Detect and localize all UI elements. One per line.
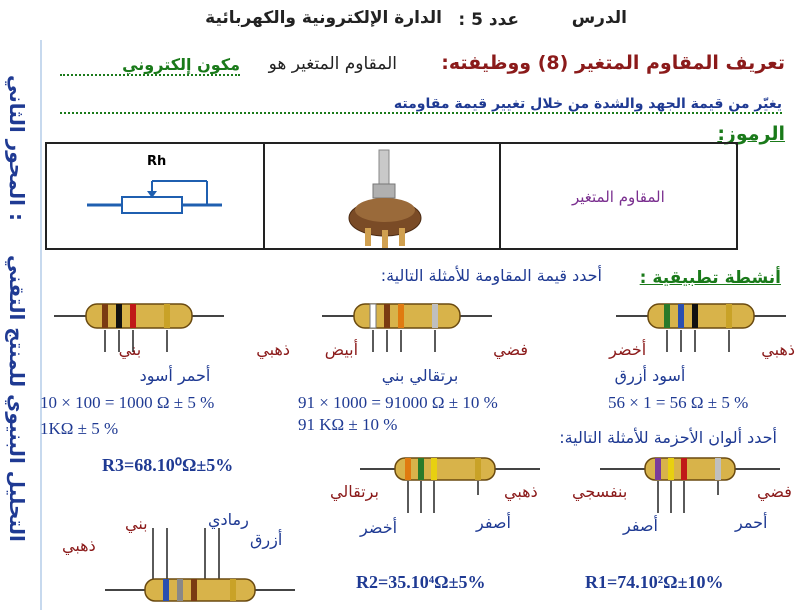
r1-band-2: بنفسجي: [572, 482, 628, 501]
rh-label: Rh: [147, 154, 167, 169]
r3-band-3: رمادي: [208, 510, 249, 529]
lesson-number: عدد 5 :: [458, 10, 519, 30]
variable-resistor-symbol: [82, 169, 232, 219]
example-2-calc: 91 × 1000 = 91000 Ω ± 10 %: [298, 393, 498, 412]
side-axis-label: المحور الثاني :: [5, 75, 29, 221]
r1-formula: R1=74.10²Ω±10%: [585, 572, 724, 592]
example-1-calc: 56 × 1 = 56 Ω ± 5 %: [608, 393, 749, 412]
symbol-cell-photo: [264, 143, 500, 249]
example-1-colors-line2: أسود أزرق: [614, 366, 686, 385]
definition-phrase: المقاوم المتغير هو: [268, 54, 397, 74]
lesson-label: الدرس: [571, 8, 627, 28]
example-3-colors-line1: ذهبي بني: [118, 340, 290, 359]
r2-band-1: ذهبي: [504, 482, 538, 501]
lesson-title: الدارة الإلكترونية والكهربائية: [205, 8, 442, 28]
example-2-colors-line1: فضي أبيض: [324, 340, 528, 359]
example-2-result: 91 KΩ ± 10 %: [298, 415, 398, 434]
r2-band-3: أصفر: [476, 513, 511, 532]
resistor-example-2: [322, 304, 492, 328]
definition-function: يغيّر من قيمة الجهد والشدة من خلال تغيير قيمة مقاومته: [60, 96, 782, 114]
symbols-heading: الرموز:: [717, 123, 785, 145]
r1-band-4: أحمر: [735, 513, 768, 532]
side-topic-label: التحليل البنيوي للمنتج التقني: [5, 255, 29, 542]
example-1-colors-line1: ذهبي أخضر: [609, 340, 795, 359]
activities-q2: أحدد ألوان الأحزمة للأمثلة التالية:: [559, 428, 777, 447]
definition-heading: تعريف المقاوم المتغير (8) ووظيفته:: [441, 52, 785, 74]
example-2-colors-line2: برتقالي بني: [381, 366, 459, 385]
example-3-colors-line2: أحمر أسود: [139, 366, 211, 385]
side-band: [0, 40, 40, 610]
symbol-cell-name: [500, 143, 737, 249]
r1-band-1: فضي: [757, 482, 792, 501]
activities-heading: أنشطة تطبيقية :: [639, 268, 781, 288]
r3-band-1: ذهبي: [62, 536, 96, 555]
component-name: المقاوم المتغير: [571, 187, 665, 206]
activities-q1: أحدد قيمة المقاومة للأمثلة التالية:: [380, 266, 602, 285]
r2-band-2: برتقالي: [330, 482, 379, 501]
symbol-cell-drawing: [46, 143, 264, 249]
r2-band-4: أخضر: [360, 518, 398, 537]
resistor-example-1: [616, 304, 786, 328]
r2-formula: R2=35.10⁴Ω±5%: [356, 572, 486, 592]
definition-answer: مكون إلكتروني: [60, 55, 240, 76]
r3-band-2: بني: [125, 514, 148, 533]
r1-band-3: أصفر: [623, 516, 658, 535]
potentiometer-image: [345, 148, 425, 248]
example-3-result: 1KΩ ± 5 %: [40, 419, 119, 438]
example-3-calc: 10 × 100 = 1000 Ω ± 5 %: [40, 393, 215, 412]
symbols-table: [45, 142, 738, 250]
r3-band-4: أزرق: [250, 530, 283, 549]
r3-formula: R3=68.10⁰Ω±5%: [102, 455, 234, 475]
resistor-example-3: [54, 304, 224, 328]
